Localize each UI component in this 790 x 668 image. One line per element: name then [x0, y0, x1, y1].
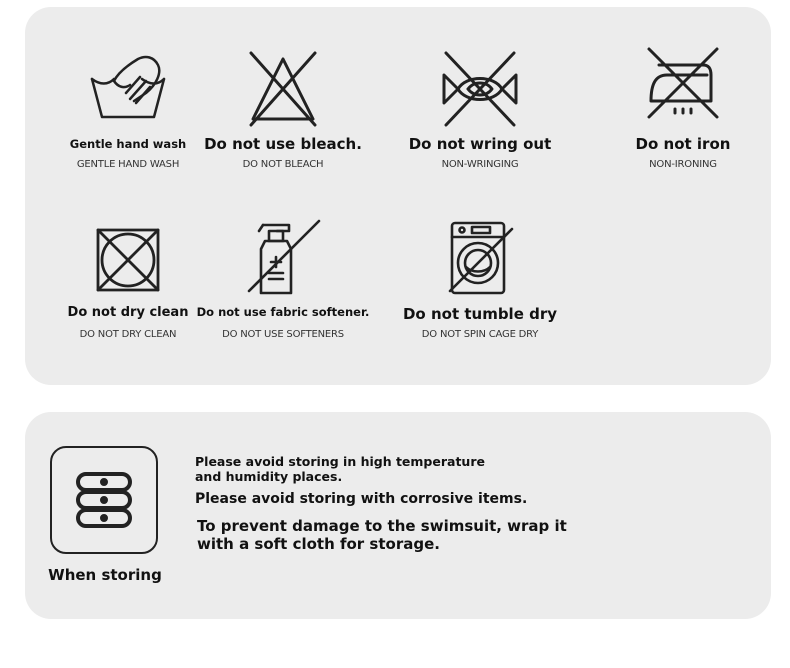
storage-text-corrosive: Please avoid storing with corrosive items. [195, 491, 528, 507]
storage-caption: When storing [48, 566, 162, 584]
care-subtitle: DO NOT SPIN CAGE DRY [421, 329, 539, 340]
care-subtitle: NON-IRONING [649, 159, 717, 170]
no-fabric-softener-icon [243, 217, 323, 297]
storage-text-temperature: Please avoid storing in high temperature and humidity places. [195, 454, 485, 484]
care-title: Do not wring out [408, 135, 552, 153]
folded-towels-icon [72, 470, 136, 530]
care-item-no-bleach [188, 7, 378, 187]
no-tumble-dry-icon [440, 217, 520, 297]
care-subtitle: NON-WRINGING [441, 159, 519, 170]
storage-text-wrap: To prevent damage to the swimsuit, wrap it with a soft cloth for storage. [197, 517, 567, 553]
care-subtitle: GENTLE HAND WASH [76, 159, 180, 170]
no-dry-clean-icon [95, 227, 161, 293]
care-instructions-panel [25, 7, 771, 385]
storage-panel [25, 412, 771, 619]
care-subtitle: DO NOT BLEACH [242, 159, 324, 170]
care-title: Do not iron [635, 135, 731, 153]
hand-wash-icon [88, 51, 168, 121]
care-subtitle: DO NOT DRY CLEAN [79, 329, 177, 340]
storage-icon-box [50, 446, 158, 554]
care-item-no-iron [588, 7, 778, 187]
no-wring-icon [440, 49, 520, 129]
care-title: Do not use fabric softener. [196, 305, 370, 319]
no-iron-icon [645, 45, 721, 121]
care-title: Do not tumble dry [402, 305, 558, 323]
care-title: Gentle hand wash [69, 137, 187, 151]
care-item-no-fabric-softener [188, 197, 378, 367]
no-bleach-icon [243, 49, 323, 129]
care-title: Do not dry clean [67, 305, 189, 320]
care-item-no-wring [385, 7, 575, 187]
care-subtitle: DO NOT USE SOFTENERS [222, 329, 344, 340]
care-title: Do not use bleach. [204, 135, 362, 153]
care-item-no-tumble-dry [385, 197, 575, 367]
